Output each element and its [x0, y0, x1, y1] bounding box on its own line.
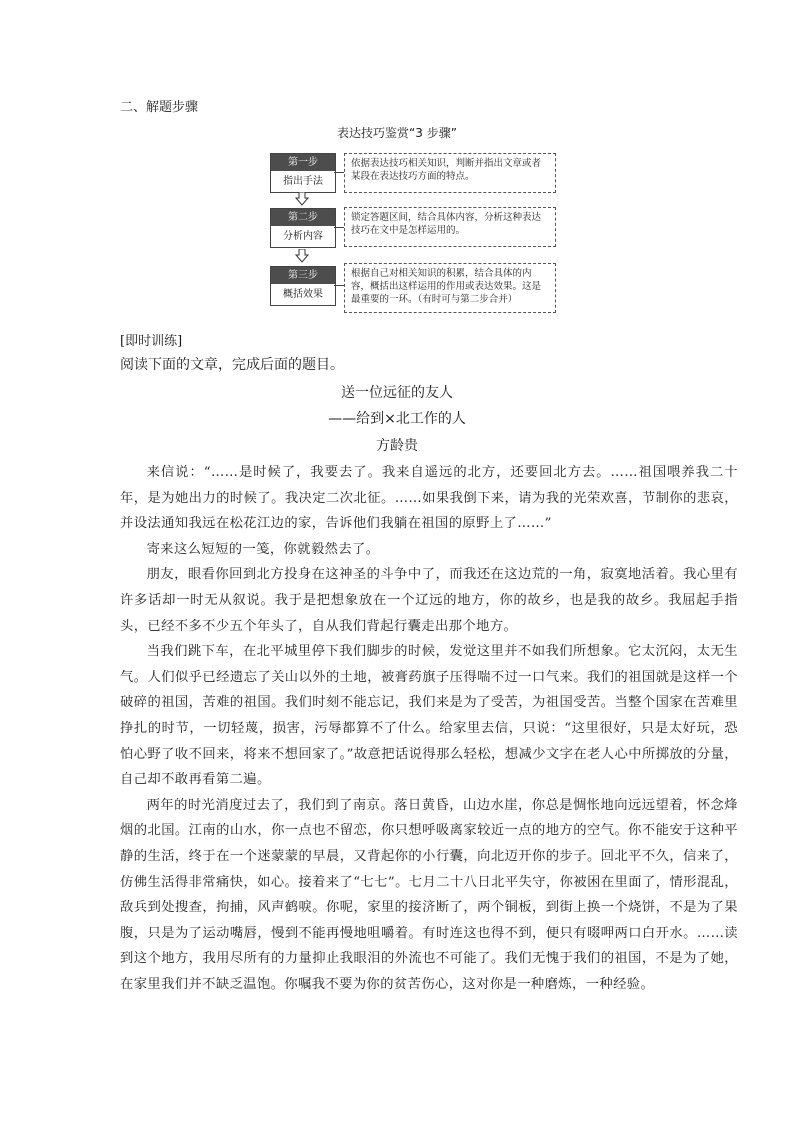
diagram-title: 表达技巧鉴赏“3 步骤”: [337, 126, 457, 140]
article-paragraph: 朋友，眼看你回到北方投身在这神圣的斗争中了，而我还在这边荒的一角，寂寞地活着。我心里有许多话却一时无从叙说。我于是把想象放在一个辽远的地方，你的故乡，也是我的故乡。我屈起手指头，已经不多不少五个年头了，自从我们背起行囊走出那个地方。: [120, 567, 738, 634]
article-author: 方龄贵: [376, 438, 418, 454]
article-paragraph: 来信说：“……是时候了，我要去了。我来自遥远的北方，还要回北方去。……祖国喂养我二十年，是为她出力的时候了。我决定二次北征。……如果我倒下来，请为我的光荣欢喜，节制你的悲哀，并设法通知我远在松花江边的家，告诉他们我躺在祖国的原野上了……”: [120, 465, 738, 532]
step-box-3: [270, 266, 336, 306]
practice-label: [即时训练]: [120, 334, 183, 349]
article-paragraph: 寄来这么短短的一笺，你就毅然去了。: [146, 541, 380, 557]
step-name: 分析内容: [283, 231, 323, 242]
step-box-2: [270, 208, 336, 248]
step-name: 指出手法: [283, 176, 323, 187]
step-box-1: [270, 153, 336, 193]
article-title: 送一位远征的友人: [341, 385, 453, 401]
article-paragraph: 两年的时光消度过去了，我们到了南京。落日黄昏，山边水崖，你总是惆怅地向远远望着，怀念烽烟的北国。江南的山水，你一点也不留恋，你只想呼吸离家较近一点的地方的空气。你不能安于这种平静的生活，终于在一个迷蒙蒙的早晨，又背起你的小行囊，向北迈开你的步子。回北平不久，信来了，仿佛生活得非常痛快，如心。接着来了“七七”。七月二十八日北平失守，你被困在里面了，情形混乱，敌兵到处搜查，拘捕，风声鹤唳。你呢，家里的接济断了，两个铜板，到街上换一个烧饼，不是为了果腹，只是为了运动嘴唇，慢到不能再慢地咀嚼着。有时连这也得不到，便只有啜呷两口白开水。……读到这个地方，我用尽所有的力量抑止我眼泪的外流也不可能了。我们无愧于我们的祖国，不是为了她，在家里我们并不缺乏温饱。你嘱我不要为你的贫苦伤心，这对你是一种磨炼，一种经验。: [120, 797, 738, 992]
article-paragraph: 当我们跳下车，在北平城里停下我们脚步的时候，发觉这里并不如我们所想象。它太沉闷，太无生气。人们似乎已经遗忘了关山以外的土地，被膏药旗子压得喘不过一口气来。我们的祖国就是这样一个破碎的祖国，苦难的祖国。我们时刻不能忘记，我们来是为了受苦，为祖国受苦。当整个国家在苦难里挣扎的时节，一切轻蔑，损害，污辱都算不了什么。给家里去信，只说：“这里很好，只是太好玩，恐怕心野了收不回来，将来不想回家了。”故意把话说得那么轻松，想减少文字在老人心中所掷放的分量，自己却不敢再看第二遍。: [120, 644, 738, 788]
instruction: 阅读下面的文章，完成后面的题目。: [120, 357, 344, 373]
article-subtitle: ——给到×北工作的人: [328, 411, 466, 427]
section-heading: 二、解题步骤: [120, 100, 199, 115]
step-label: 第三步: [271, 267, 335, 284]
step-label: 第二步: [271, 209, 335, 226]
down-arrow-icon: [295, 192, 309, 206]
step-label: 第一步: [271, 154, 335, 171]
article-body: [120, 460, 738, 997]
step-connector: [334, 172, 344, 173]
step-description: 根据自己对相关知识的积累，结合具体的内容，概括出这样运用的作用或表达效果。这是最重要的一环。（有时可与第二步合并）: [344, 263, 556, 313]
down-arrow-icon: [295, 249, 309, 263]
step-description: 锁定答题区间，结合具体内容，分析这种表达技巧在文中是怎样运用的。: [344, 207, 556, 247]
step-description: 依据表达技巧相关知识，判断并指出文章或者某段在表达技巧方面的特点。: [344, 153, 556, 193]
step-name: 概括效果: [283, 289, 323, 300]
step-connector: [334, 227, 344, 228]
step-connector: [334, 285, 344, 286]
